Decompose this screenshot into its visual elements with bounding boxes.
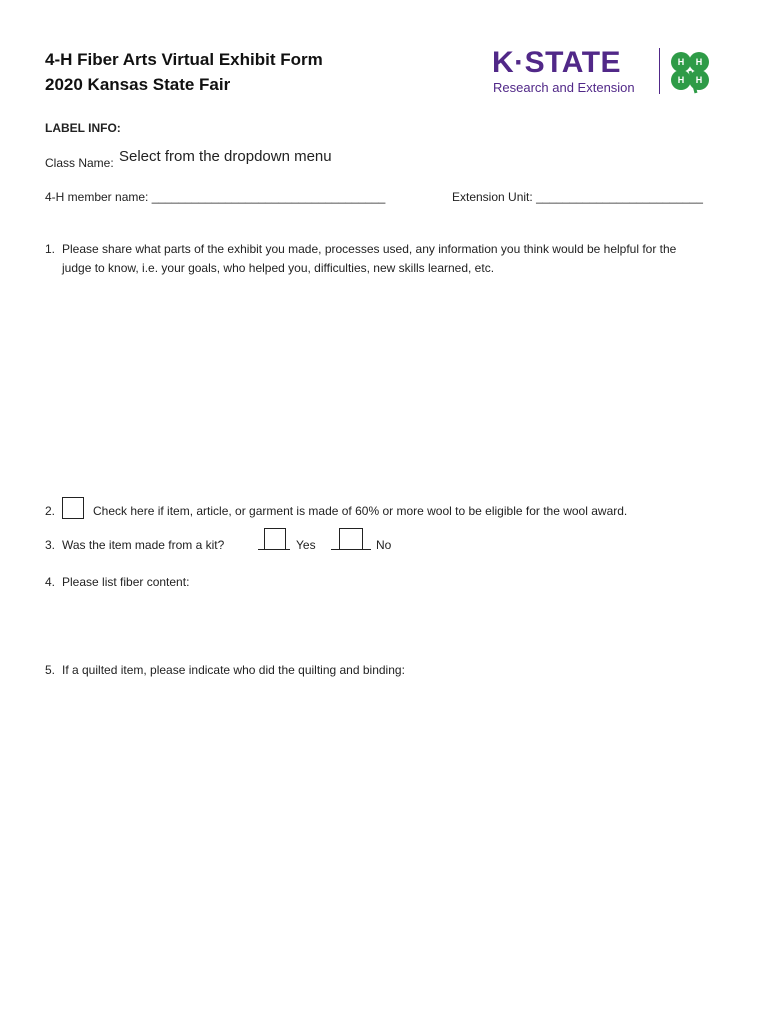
q3-text: Was the item made from a kit? [62, 538, 225, 552]
clover-leaf-letter: H [677, 57, 685, 67]
extension-unit-field[interactable]: _________________________ [536, 190, 703, 204]
q5-text: If a quilted item, please indicate who did the quilting and binding: [62, 663, 405, 677]
clover-leaf-letter: H [695, 75, 703, 85]
form-subtitle: 2020 Kansas State Fair [45, 75, 231, 94]
q1-answer-field[interactable] [60, 282, 720, 487]
q4-answer-field[interactable] [60, 595, 720, 650]
kstate-logo-wordmark: K·STATE [492, 46, 622, 79]
logo-divider [659, 48, 660, 94]
wool-award-checkbox[interactable] [62, 497, 84, 519]
extension-unit-row [452, 190, 703, 204]
q4-text: Please list fiber content: [62, 575, 190, 589]
kit-yes-label: Yes [296, 538, 316, 552]
label-info-heading: LABEL INFO: [45, 121, 121, 135]
q5-number: 5. [45, 663, 56, 677]
q1-text-line1: Please share what parts of the exhibit you made, processes used, any information you think would be helpful for the [62, 242, 677, 256]
extension-unit-label: Extension Unit: [452, 190, 533, 204]
q1-number: 1. [45, 242, 56, 256]
q3-number: 3. [45, 538, 56, 552]
4h-clover-icon [666, 47, 714, 95]
clover-leaf-letter: H [695, 57, 703, 67]
q1-text-line2: judge to know, i.e. your goals, who helped you, difficulties, new skills learned, etc. [62, 261, 495, 275]
q2-text: Check here if item, article, or garment is made of 60% or more wool to be eligible for the wool award. [93, 504, 628, 518]
form-title: 4-H Fiber Arts Virtual Exhibit Form [45, 50, 323, 69]
kit-no-checkbox[interactable] [339, 528, 363, 550]
class-name-dropdown[interactable]: Select from the dropdown menu [119, 148, 332, 165]
clover-leaf-letter: H [677, 75, 685, 85]
member-name-label: 4-H member name: [45, 190, 149, 204]
q5-answer-field[interactable] [60, 684, 720, 984]
kit-no-label: No [376, 538, 392, 552]
kit-yes-checkbox[interactable] [264, 528, 286, 550]
q4-number: 4. [45, 575, 56, 589]
class-name-label: Class Name: [45, 156, 114, 170]
member-name-row [45, 190, 385, 204]
kstate-logo-subtitle: Research and Extension [493, 80, 635, 95]
member-name-field[interactable]: ___________________________________ [151, 190, 386, 204]
q2-number: 2. [45, 504, 56, 518]
